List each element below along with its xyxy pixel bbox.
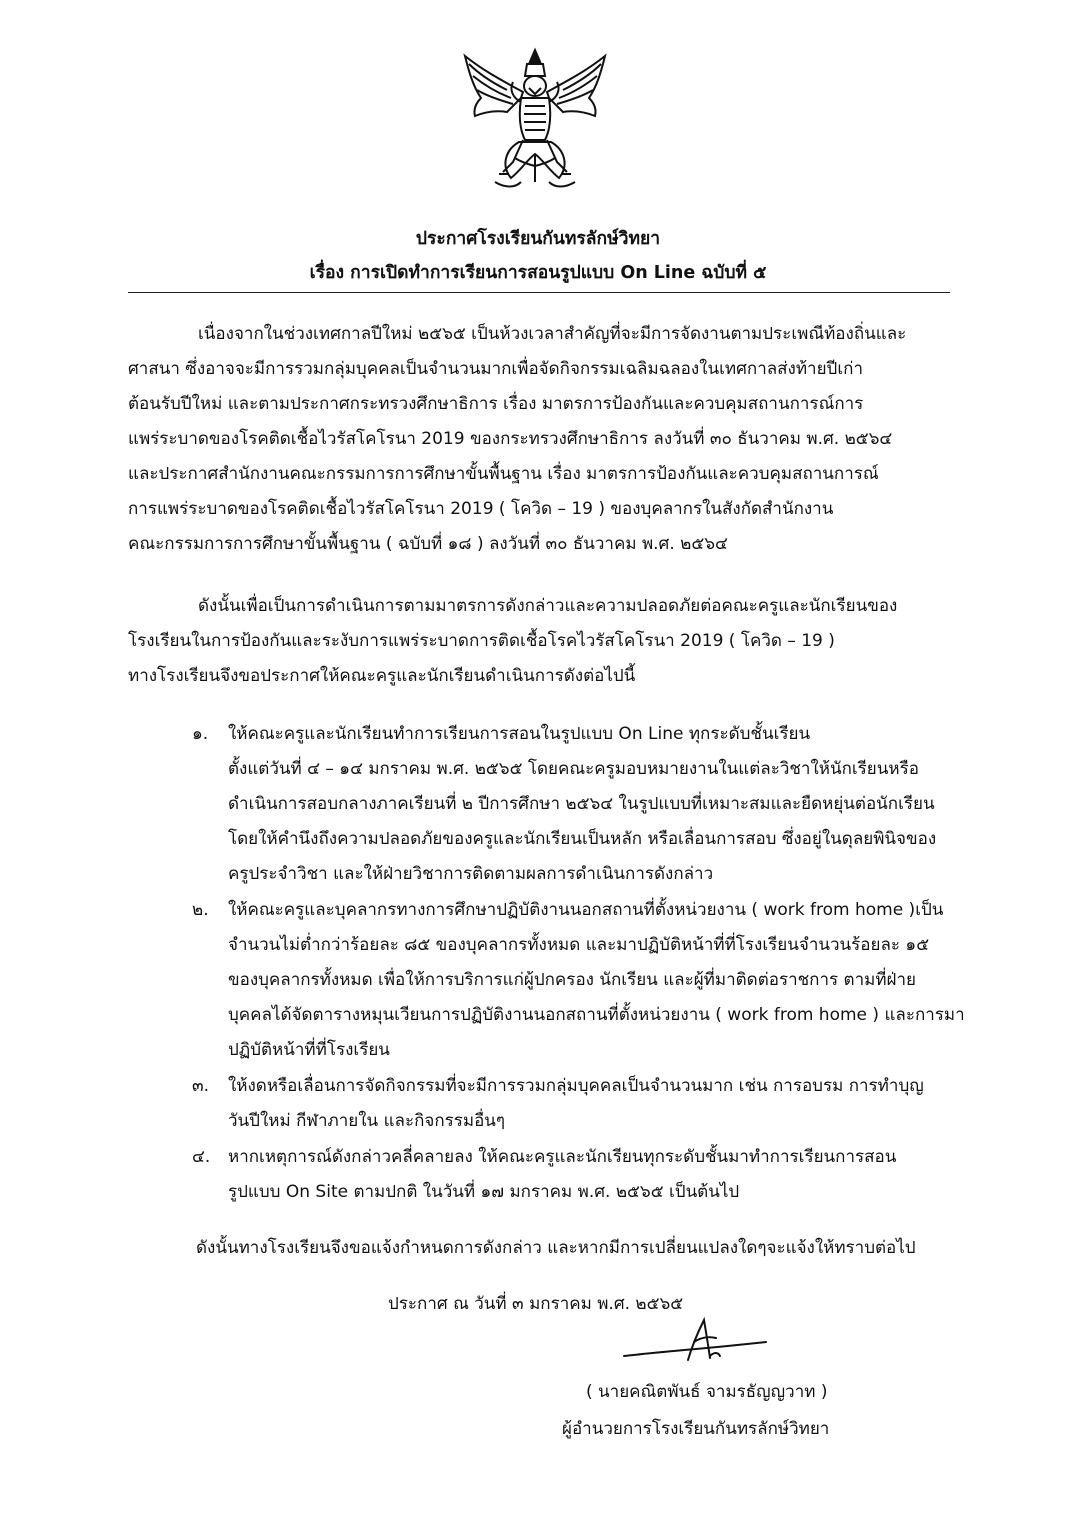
announcement-subject: เรื่อง การเปิดทำการเรียนการสอนรูปแบบ On Line ฉบับที่ ๕ <box>309 263 767 283</box>
intro-line: แพร่ระบาดของโรคติดเชื้อไวรัสโคโรนา 2019 ของกระทรวงศึกษาธิการ ลงวันที่ ๓๐ ธันวาคม พ.ศ. ๒๕๖๔ <box>128 429 893 449</box>
item-line: ดำเนินการสอบกลางภาคเรียนที่ ๒ ปีการศึกษา ๒๕๖๔ ในรูปแบบที่เหมาะสมและยืดหยุ่นต่อนักเรียน <box>228 794 935 814</box>
item-number: ๔. <box>192 1147 211 1167</box>
item-line: โดยให้คำนึงถึงความปลอดภัยของครูและนักเรียนเป็นหลัก หรือเลื่อนการสอบ ซึ่งอยู่ในดุลยพินิจของ <box>228 829 937 849</box>
item-line: จำนวนไม่ต่ำกว่าร้อยละ ๘๕ ของบุคลากรทั้งหมด และมาปฏิบัติหน้าที่ที่โรงเรียนจำนวนร้อยละ ๑๕ <box>228 935 930 955</box>
intro-line: เนื่องจากในช่วงเทศกาลปีใหม่ ๒๕๖๕ เป็นห้วงเวลาสำคัญที่จะมีการจัดงานตามประเพณีท้องถิ่นและ <box>198 324 907 344</box>
header-divider <box>128 292 950 293</box>
announcement-title: ประกาศโรงเรียนกันทรลักษ์วิทยา <box>415 229 661 249</box>
purpose-line: ดังนั้นเพื่อเป็นการดำเนินการตามมาตรการดังกล่าวและความปลอดภัยต่อคณะครูและนักเรียนของ <box>198 596 898 616</box>
intro-line: การแพร่ระบาดของโรคติดเชื้อไวรัสโคโรนา 2019 ( โควิด – 19 ) ของบุคลากรในสังกัดสำนักงาน <box>128 499 834 519</box>
item-line: ให้คณะครูและบุคลากรทางการศึกษาปฏิบัติงานนอกสถานที่ตั้งหน่วยงาน ( work from home )เป็น <box>228 900 944 920</box>
handwritten-signature <box>620 1316 770 1366</box>
item-line: ให้คณะครูและนักเรียนทำการเรียนการสอนในรูปแบบ On Line ทุกระดับชั้นเรียน <box>228 724 811 744</box>
intro-line: คณะกรรมการการศึกษาขั้นพื้นฐาน ( ฉบับที่ ๑๘ ) ลงวันที่ ๓๐ ธันวาคม พ.ศ. ๒๕๖๔ <box>128 534 728 554</box>
signer-name: ( นายคณิตพันธ์ จามรธัญญวาท ) <box>586 1382 828 1402</box>
item-line: ครูประจำวิชา และให้ฝ่ายวิชาการติดตามผลการดำเนินการดังกล่าว <box>228 864 714 884</box>
item-number: ๓. <box>192 1076 210 1096</box>
purpose-line: ทางโรงเรียนจึงขอประกาศให้คณะครูและนักเรียนดำเนินการดังต่อไปนี้ <box>128 666 636 686</box>
item-line: ของบุคลากรทั้งหมด เพื่อให้การบริการแก่ผู้ปกครอง นักเรียน และผู้ที่มาติดต่อราชการ ตามที่ฝ่าย <box>228 970 917 990</box>
item-line: รูปแบบ On Site ตามปกติ ในวันที่ ๑๗ มกราคม พ.ศ. ๒๕๖๕ เป็นต้นไป <box>228 1182 740 1202</box>
intro-line: และประกาศสำนักงานคณะกรรมการการศึกษาขั้นพื้นฐาน เรื่อง มาตรการป้องกันและควบคุมสถานการณ์ <box>128 464 879 484</box>
item-line: วันปีใหม่ กีฬาภายใน และกิจกรรมอื่นๆ <box>228 1111 506 1131</box>
item-line: ให้งดหรือเลื่อนการจัดกิจกรรมที่จะมีการรวมกลุ่มบุคคลเป็นจำนวนมาก เช่น การอบรม การทำบุญ <box>228 1076 924 1096</box>
intro-line: ต้อนรับปีใหม่ และตามประกาศกระทรวงศึกษาธิการ เรื่อง มาตรการป้องกันและควบคุมสถานการณ์การ <box>128 394 864 414</box>
purpose-line: โรงเรียนในการป้องกันและระงับการแพร่ระบาดการติดเชื้อโรคไวรัสโคโรนา 2019 ( โควิด – 19 ) <box>128 631 835 651</box>
item-line: บุคคลได้จัดตารางหมุนเวียนการปฏิบัติงานนอกสถานที่ตั้งหน่วยงาน ( work from home ) และการมา <box>228 1005 965 1025</box>
item-line: หากเหตุการณ์ดังกล่าวคลี่คลายลง ให้คณะครูและนักเรียนทุกระดับชั้นมาทำการเรียนการสอน <box>228 1147 897 1167</box>
item-number: ๒. <box>192 900 209 920</box>
intro-line: ศาสนา ซึ่งอาจจะมีการรวมกลุ่มบุคคลเป็นจำนวนมากเพื่อจัดกิจกรรมเฉลิมฉลองในเทศกาลส่งท้ายปีเก่า <box>128 359 864 379</box>
announce-date: ประกาศ ณ วันที่ ๓ มกราคม พ.ศ. ๒๕๖๕ <box>388 1294 684 1314</box>
item-number: ๑. <box>192 724 209 744</box>
garuda-emblem-icon <box>455 42 615 202</box>
signer-position: ผู้อำนวยการโรงเรียนกันทรลักษ์วิทยา <box>562 1419 830 1439</box>
item-line: ตั้งแต่วันที่ ๔ – ๑๔ มกราคม พ.ศ. ๒๕๖๕ โดยคณะครูมอบหมายงานในแต่ละวิชาให้นักเรียนหรือ <box>228 759 919 779</box>
item-line: ปฏิบัติหน้าที่ที่โรงเรียน <box>228 1040 390 1060</box>
closing-statement: ดังนั้นทางโรงเรียนจึงขอแจ้งกำหนดการดังกล่าว และหากมีการเปลี่ยนแปลงใดๆจะแจ้งให้ทราบต่อไป <box>196 1238 916 1258</box>
